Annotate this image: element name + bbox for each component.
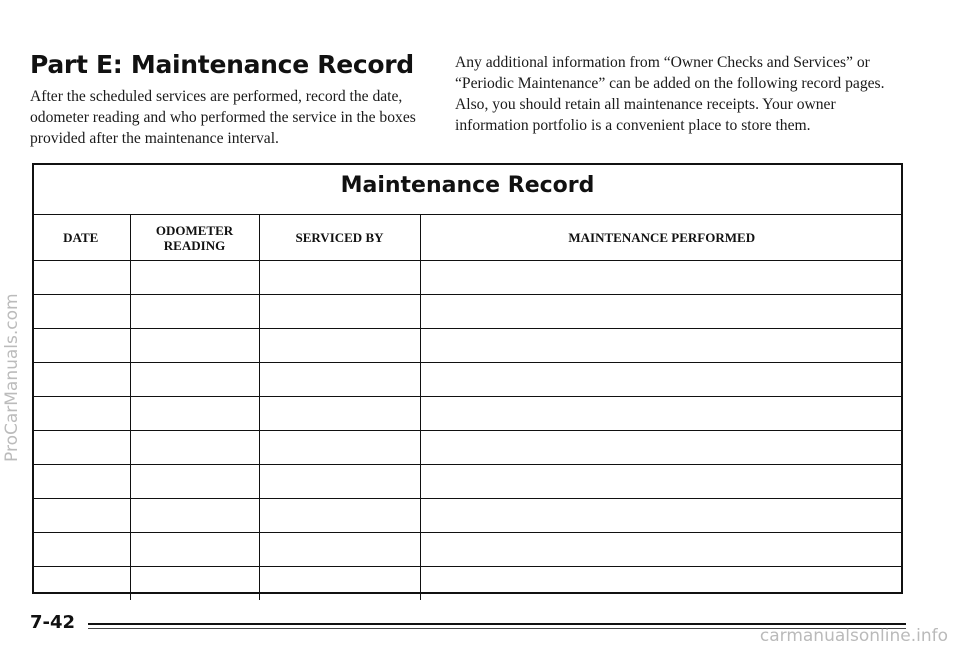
maintenance-performed-cell[interactable] <box>420 499 903 533</box>
odometer-cell[interactable] <box>130 397 259 431</box>
serviced-by-cell[interactable] <box>259 363 420 397</box>
maintenance-performed-cell[interactable] <box>420 295 903 329</box>
serviced-by-cell[interactable] <box>259 261 420 295</box>
odometer-cell[interactable] <box>130 431 259 465</box>
date-cell[interactable] <box>32 567 130 601</box>
maintenance-performed-cell[interactable] <box>420 431 903 465</box>
serviced-by-cell[interactable] <box>259 329 420 363</box>
serviced-by-cell[interactable] <box>259 397 420 431</box>
column-header-date: DATE <box>32 215 130 261</box>
table-row <box>32 499 903 533</box>
serviced-by-cell[interactable] <box>259 533 420 567</box>
maintenance-performed-cell[interactable] <box>420 329 903 363</box>
page-heading: Part E: Maintenance Record <box>30 50 414 79</box>
column-header-odometer-reading: ODOMETER READING <box>130 215 259 261</box>
date-cell[interactable] <box>32 533 130 567</box>
maintenance-performed-cell[interactable] <box>420 465 903 499</box>
watermark-carmanualsonline: carmanualsonline.info <box>759 626 948 646</box>
maintenance-record-table <box>32 214 903 600</box>
table-row <box>32 363 903 397</box>
maintenance-performed-cell[interactable] <box>420 363 903 397</box>
column-header-maintenance-performed: MAINTENANCE PERFORMED <box>420 215 903 261</box>
record-title: Maintenance Record <box>340 173 595 198</box>
intro-paragraph: After the scheduled services are performed, record the date, odometer reading and who performed the service in the boxes provided after the maintenance interval. <box>30 88 416 147</box>
date-cell[interactable] <box>32 431 130 465</box>
date-cell[interactable] <box>32 261 130 295</box>
maintenance-performed-cell[interactable] <box>420 533 903 567</box>
table-row <box>32 397 903 431</box>
odometer-cell[interactable] <box>130 363 259 397</box>
date-cell[interactable] <box>32 397 130 431</box>
odometer-cell[interactable] <box>130 499 259 533</box>
odometer-cell[interactable] <box>130 533 259 567</box>
maintenance-performed-cell[interactable] <box>420 261 903 295</box>
serviced-by-cell[interactable] <box>259 465 420 499</box>
table-row <box>32 295 903 329</box>
table-row <box>32 329 903 363</box>
date-cell[interactable] <box>32 329 130 363</box>
additional-info-paragraph: Any additional information from “Owner Checks and Services” or “Periodic Maintenance” can be added on the following record pages. Also, you should retain all maintenance receipts. Your owner information portfolio is a convenient place to store them. <box>455 54 885 134</box>
watermark-procarmanuals: ProCarManuals.com <box>2 293 22 462</box>
table-row <box>32 567 903 601</box>
maintenance-record-box <box>32 163 903 594</box>
serviced-by-cell[interactable] <box>259 567 420 601</box>
table-row <box>32 261 903 295</box>
odometer-cell[interactable] <box>130 329 259 363</box>
table-row <box>32 431 903 465</box>
date-cell[interactable] <box>32 363 130 397</box>
maintenance-performed-cell[interactable] <box>420 567 903 601</box>
odometer-cell[interactable] <box>130 567 259 601</box>
column-header-serviced-by: SERVICED BY <box>259 215 420 261</box>
date-cell[interactable] <box>32 295 130 329</box>
table-header-row <box>32 215 903 261</box>
date-cell[interactable] <box>32 499 130 533</box>
table-row <box>32 533 903 567</box>
footer-rule <box>88 623 906 625</box>
odometer-cell[interactable] <box>130 261 259 295</box>
date-cell[interactable] <box>32 465 130 499</box>
maintenance-performed-cell[interactable] <box>420 397 903 431</box>
serviced-by-cell[interactable] <box>259 431 420 465</box>
serviced-by-cell[interactable] <box>259 499 420 533</box>
odometer-cell[interactable] <box>130 465 259 499</box>
page-number: 7-42 <box>30 612 76 633</box>
table-row <box>32 465 903 499</box>
odometer-cell[interactable] <box>130 295 259 329</box>
serviced-by-cell[interactable] <box>259 295 420 329</box>
